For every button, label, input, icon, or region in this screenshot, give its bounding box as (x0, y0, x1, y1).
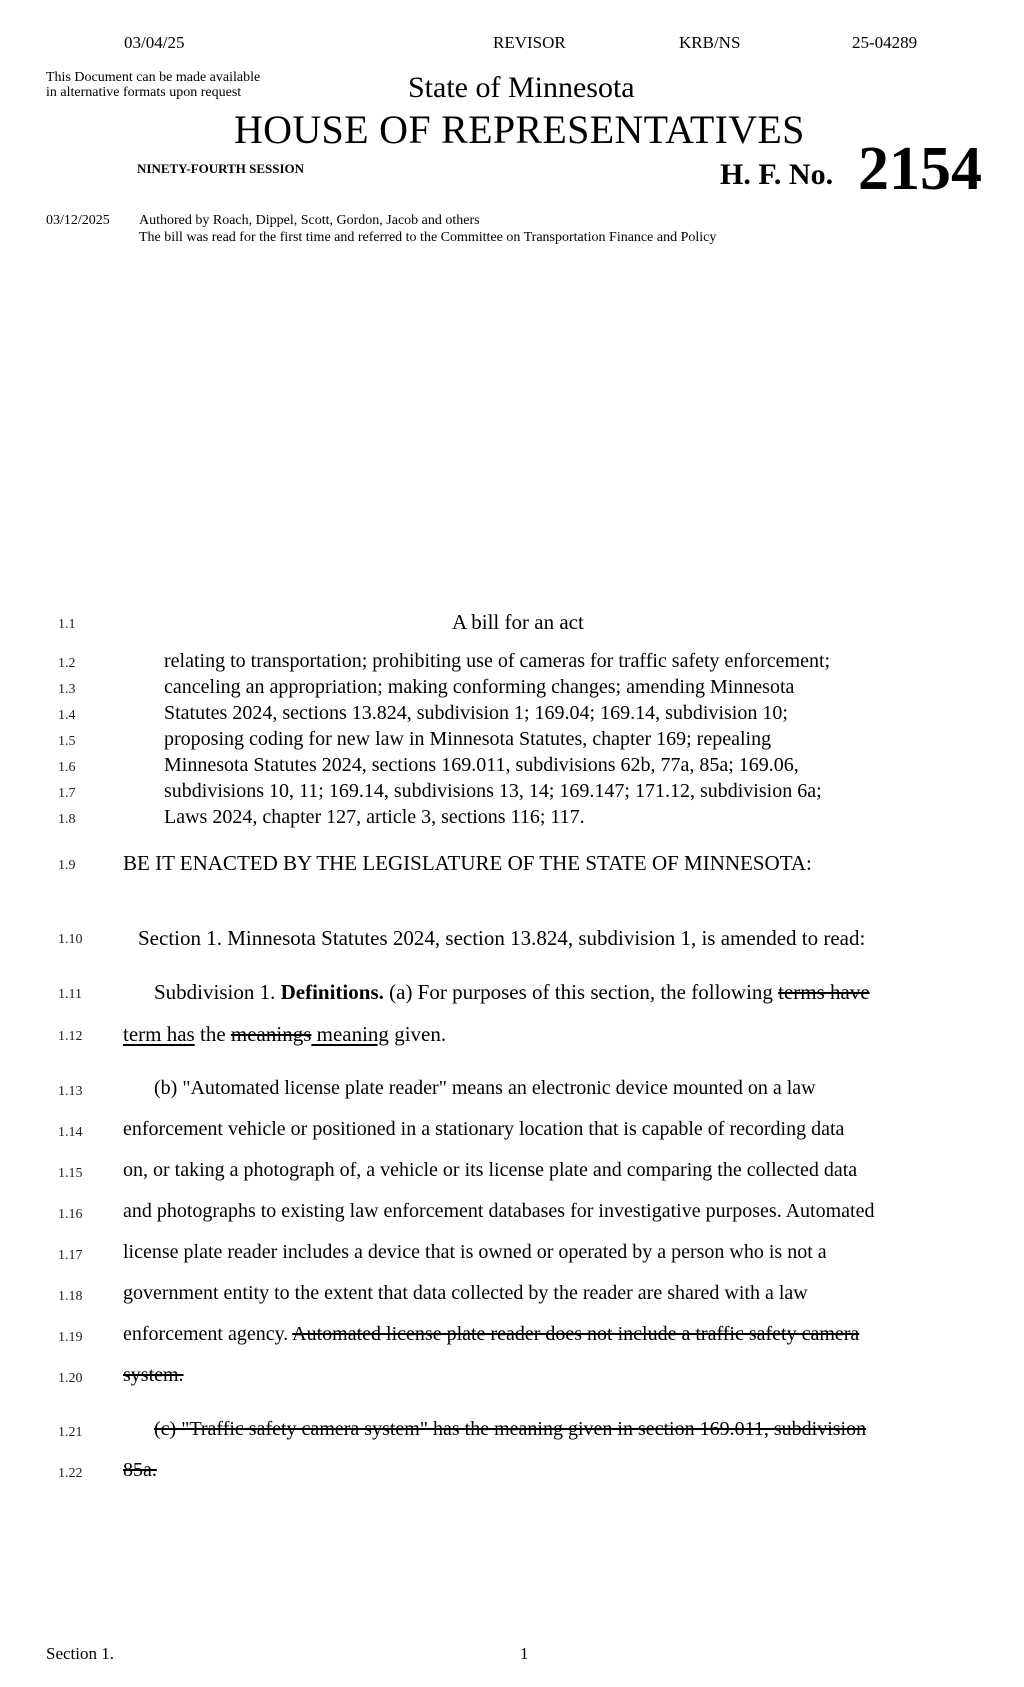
body-line: (b) "Automated license plate reader" means an electronic device mounted on a law (154, 1077, 816, 1099)
title-line: Statutes 2024, sections 13.824, subdivision 1; 169.04; 169.14, subdivision 10; (164, 702, 788, 724)
hf-label: H. F. No. (720, 158, 834, 191)
definitions-heading: Definitions. (280, 980, 384, 1004)
availability-note-line2: in alternative formats upon request (46, 85, 242, 100)
line-number: 1.2 (58, 656, 76, 671)
subdivision-text: (a) For purposes of this section, the following (383, 980, 779, 1004)
body-line: license plate reader includes a device that is owned or operated by a person who is not a (123, 1241, 827, 1263)
subdivision-line (123, 1022, 446, 1047)
header-initials: KRB/NS (679, 33, 741, 52)
state-title: State of Minnesota (408, 71, 635, 104)
struck-text: terms have (778, 980, 870, 1004)
body-line (123, 1459, 157, 1482)
struck-text: Automated license plate reader does not include a traffic safety camera (292, 1323, 860, 1345)
line-number: 1.13 (58, 1084, 83, 1099)
chamber-title: HOUSE OF REPRESENTATIVES (234, 107, 805, 152)
plain-text: the (194, 1022, 231, 1046)
title-line: canceling an appropriation; making conforming changes; amending Minnesota (164, 676, 795, 698)
body-line: and photographs to existing law enforcement databases for investigative purposes. Automated (123, 1200, 875, 1222)
line-number: 1.5 (58, 734, 76, 749)
struck-text: meanings (230, 1022, 312, 1046)
line-number: 1.20 (58, 1371, 83, 1386)
line-number: 1.3 (58, 682, 76, 697)
header-office: REVISOR (493, 33, 566, 52)
line-number: 1.7 (58, 786, 76, 801)
body-line: enforcement vehicle or positioned in a stationary location that is capable of recording data (123, 1118, 845, 1140)
body-line (123, 1364, 184, 1387)
struck-text: 85a. (123, 1459, 157, 1481)
line-number: 1.17 (58, 1248, 83, 1263)
plain-text: enforcement agency. (123, 1323, 293, 1345)
page-number: 1 (520, 1644, 529, 1663)
availability-note-line1: This Document can be made available (46, 70, 261, 85)
title-line: Laws 2024, chapter 127, article 3, sections 116; 117. (164, 806, 585, 828)
body-line: government entity to the extent that data collected by the reader are shared with a law (123, 1282, 808, 1304)
referral-line: The bill was read for the first time and referred to the Committee on Transportation Finance and Policy (139, 230, 717, 245)
line-number: 1.12 (58, 1029, 83, 1044)
header-date: 03/04/25 (124, 33, 185, 52)
line-number: 1.22 (58, 1466, 83, 1481)
struck-text: (c) "Traffic safety camera system" has the meaning given in section 169.011, subdivision (154, 1418, 867, 1440)
line-number: 1.6 (58, 760, 76, 775)
body-line (154, 1418, 866, 1441)
line-number: 1.21 (58, 1425, 83, 1440)
inserted-text: meaning (311, 1022, 389, 1046)
title-line: relating to transportation; prohibiting use of cameras for traffic safety enforcement; (164, 650, 831, 672)
line-number: 1.15 (58, 1166, 83, 1181)
bill-heading: A bill for an act (452, 610, 584, 634)
subdivision-line (154, 980, 870, 1005)
line-number: 1.18 (58, 1289, 83, 1304)
line-number: 1.16 (58, 1207, 83, 1222)
enacting-clause: BE IT ENACTED BY THE LEGISLATURE OF THE STATE OF MINNESOTA: (123, 851, 812, 875)
body-line: on, or taking a photograph of, a vehicle or its license plate and comparing the collected data (123, 1159, 858, 1181)
subdivision-prefix: Subdivision 1. (154, 980, 281, 1004)
line-number: 1.8 (58, 812, 76, 827)
line-number: 1.11 (58, 987, 82, 1002)
struck-text: system. (123, 1364, 184, 1386)
title-line: Minnesota Statutes 2024, sections 169.011, subdivisions 62b, 77a, 85a; 169.06, (164, 754, 799, 776)
bill-number: 2154 (858, 135, 982, 203)
inserted-text: term has (123, 1022, 195, 1046)
section-heading: Section 1. Minnesota Statutes 2024, section 13.824, subdivision 1, is amended to read: (138, 926, 866, 950)
line-number: 1.9 (58, 858, 76, 873)
authors-line: Authored by Roach, Dippel, Scott, Gordon, Jacob and others (139, 213, 480, 228)
authored-date: 03/12/2025 (46, 213, 110, 228)
session-label: NINETY-FOURTH SESSION (137, 161, 305, 176)
line-number: 1.4 (58, 708, 76, 723)
line-number: 1.14 (58, 1125, 83, 1140)
plain-text: given. (388, 1022, 447, 1046)
footer-section: Section 1. (46, 1644, 114, 1663)
title-line: proposing coding for new law in Minnesota Statutes, chapter 169; repealing (164, 728, 772, 750)
body-line (123, 1323, 859, 1346)
line-number: 1.10 (58, 932, 83, 947)
title-line: subdivisions 10, 11; 169.14, subdivisions 13, 14; 169.147; 171.12, subdivision 6a; (164, 780, 822, 802)
header-doc-number: 25-04289 (852, 33, 918, 52)
line-number: 1.19 (58, 1330, 83, 1345)
line-number: 1.1 (58, 617, 76, 632)
